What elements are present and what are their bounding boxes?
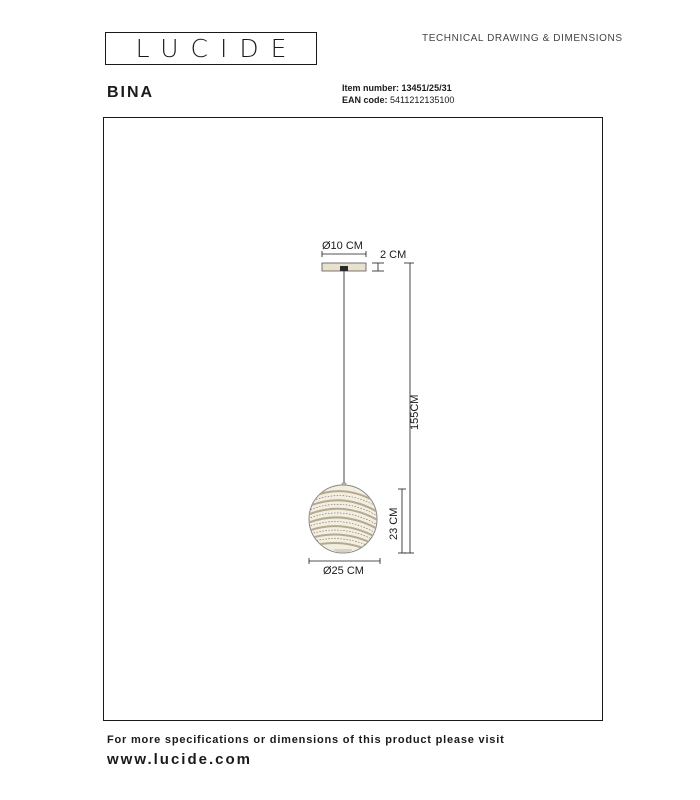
document-title: TECHNICAL DRAWING & DIMENSIONS <box>422 33 623 44</box>
logo-text: LUCIDE <box>135 34 299 63</box>
footer-url-link[interactable]: www.lucide.com <box>107 751 252 768</box>
globe-shade <box>305 485 381 556</box>
item-number-label: Item number: <box>342 83 400 93</box>
product-name: BINA <box>107 84 155 101</box>
total-height-label: 155CM <box>409 394 421 430</box>
shade-diameter-label: Ø25 CM <box>323 565 364 577</box>
canopy-diameter-label: Ø10 CM <box>322 240 363 252</box>
canopy-height-label: 2 CM <box>380 249 407 261</box>
shade-height-label: 23 CM <box>388 507 400 540</box>
shade-diameter-dimension <box>309 558 380 564</box>
footer-specs-text: For more specifications or dimensions of this product please visit <box>107 734 505 746</box>
item-number-value: 13451/25/31 <box>401 83 452 93</box>
ean-value: 5411212135100 <box>390 95 455 105</box>
ean-label: EAN code: <box>342 95 388 105</box>
canopy-height-dimension <box>372 263 384 271</box>
ceiling-canopy <box>322 263 366 271</box>
